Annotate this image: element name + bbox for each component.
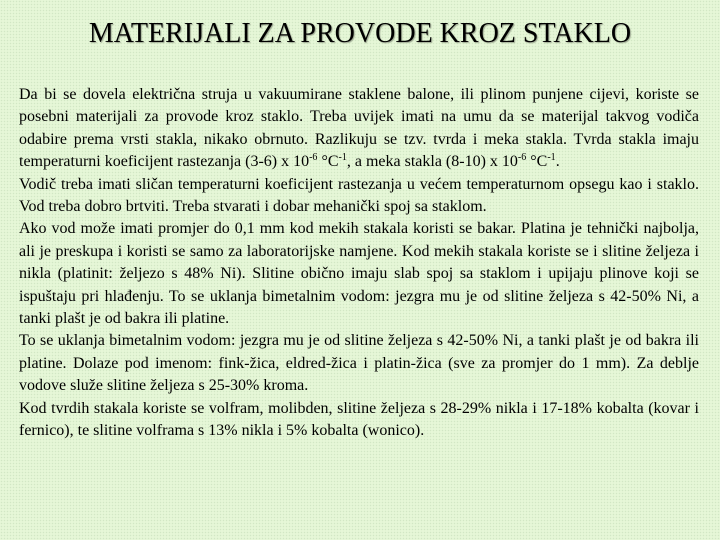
paragraph-intro-text-a: Da bi se dovela električna struja u vakuumirane staklene balone, ili plinom punjene cijevi, koriste se posebni materijali za provode kroz staklo. Treba uvijek imati na umu da se materijal takvog vodiča odabire prema vrsti stakla, nikako obrnuto. Razlikuju se tzv. tvrda i meka stakla. Tvrda stakla imaju temperaturni koeficijent rastezanja (3-6) x 10 — [19, 86, 699, 171]
slide-body — [19, 84, 699, 443]
paragraph-conductor-requirements: Vodič treba imati sličan temperaturni koeficijent rastezanja u većem temperaturnom opsegu kao i staklo. Vod treba dobro brtviti. Treba stvarati i dobar mehanički spoj sa staklom. — [19, 175, 699, 216]
paragraph-intro-text-c: , a meka stakla (8-10) x 10 — [346, 153, 518, 171]
exponent-2: -1 — [338, 152, 347, 164]
paragraph-intro-text-d: °C — [526, 153, 548, 171]
exponent-4: -1 — [547, 152, 556, 164]
exponent-3: -6 — [517, 152, 527, 164]
paragraph-intro-text-e: . — [555, 153, 560, 171]
exponent-1: -6 — [309, 152, 318, 164]
slide-title: MATERIJALI ZA PROVODE KROZ STAKLO — [88, 18, 632, 49]
paragraph-soft-glass: Ako vod može imati promjer do 0,1 mm kod mekih stakala koristi se bakar. Platina je tehnički najbolja, ali je preskupa i koristi se samo za laboratorijske namjene. Kod mekih stakala koriste se i slitine željeza i nikla (platinit: željezo s 48% Ni). Slitine obično imaju slab spoj sa staklom i upijaju plinove koji se ispuštaju pri hlađenju. To se uklanja bimetalnim vodom: jezgra mu je od slitine željeza s 42-50% Ni, a tanki plašt je od bakra ili platine. — [19, 220, 699, 328]
paragraph-bimetal-wire: To se uklanja bimetalnim vodom: jezgra mu je od slitine željeza s 42-50% Ni, a tanki plašt je od bakra ili platine. Dolaze pod imenom: fink-žica, eldred-žica i platin-žica (sve za promjer do 1 mm). Za deblje vodove služe slitine željeza s 25-30% kroma. — [19, 332, 699, 395]
paragraph-intro-text-b: °C — [317, 153, 339, 171]
paragraph-hard-glass: Kod tvrdih stakala koriste se volfram, molibden, slitine željeza s 28-29% nikla i 17-18% kobalta (kovar i fernico), te slitine volframa s 13% nikla i 5% kobalta (wonico). — [19, 399, 699, 440]
paragraph-intro — [19, 84, 699, 174]
